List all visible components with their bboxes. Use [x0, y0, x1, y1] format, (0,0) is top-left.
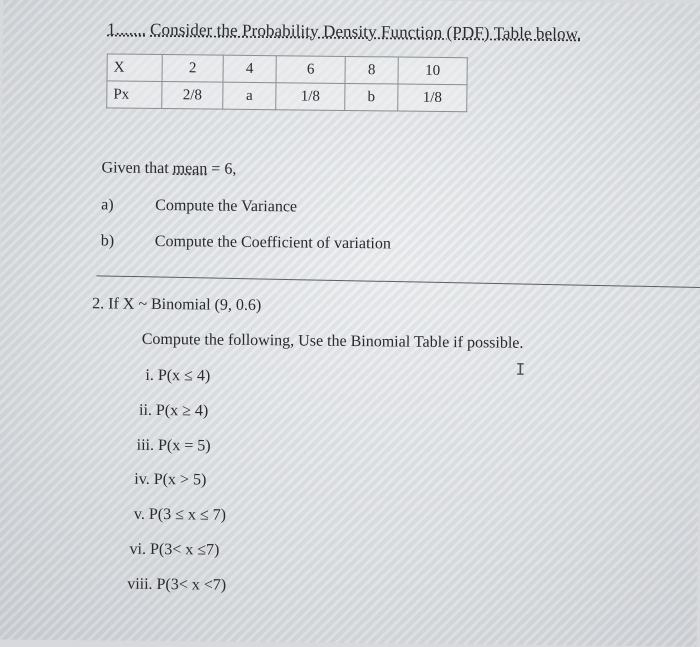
given-statement: Given that mean = 6, — [101, 159, 237, 178]
list-item: i. P(x ≤ 4) — [145, 366, 211, 385]
section-divider — [96, 275, 700, 288]
list-item: ii. P(x ≥ 4) — [138, 401, 209, 420]
list-item: v. P(3 ≤ x ≤ 7) — [133, 505, 227, 524]
table-cell: a — [223, 82, 276, 110]
pdf-table — [106, 53, 468, 112]
table-cell: Px — [107, 81, 162, 109]
list-item: viii. P(3< x <7) — [127, 575, 227, 594]
table-cell: 2 — [162, 55, 223, 83]
table-cell: 4 — [223, 55, 276, 83]
question-2-instruction: Compute the following, Use the Binomial Table if possible. — [141, 330, 524, 352]
table-row-px — [107, 81, 467, 112]
given-mean-word: mean — [172, 160, 208, 178]
question-2-title: 2. If X ~ Binomial (9, 0.6) — [92, 295, 262, 315]
question-1-title — [107, 19, 581, 44]
table-cell: X — [107, 54, 162, 82]
table-cell: 2/8 — [162, 82, 223, 110]
list-item: iv. P(x > 5) — [134, 470, 207, 489]
table-cell: 1/8 — [276, 83, 345, 111]
table-cell: 1/8 — [398, 84, 467, 112]
table-cell: 6 — [276, 56, 345, 84]
text-cursor-icon: I — [515, 359, 526, 379]
list-item: vi. P(3< x ≤7) — [129, 540, 220, 559]
part-text: Compute the Coefficient of variation — [154, 232, 391, 253]
table-row-x — [107, 54, 467, 85]
part-label: b) — [100, 232, 115, 250]
question-1-title-text: Consider the Probability Density Function (PDF) Table below. — [150, 19, 582, 44]
table-cell: 10 — [398, 57, 467, 85]
table-cell: b — [345, 83, 398, 111]
question-1-number: 1....... — [106, 19, 147, 39]
list-item: iii. P(x = 5) — [136, 436, 211, 455]
table-cell: 8 — [345, 56, 398, 84]
part-text: Compute the Variance — [155, 196, 298, 216]
part-label: a) — [101, 196, 114, 214]
